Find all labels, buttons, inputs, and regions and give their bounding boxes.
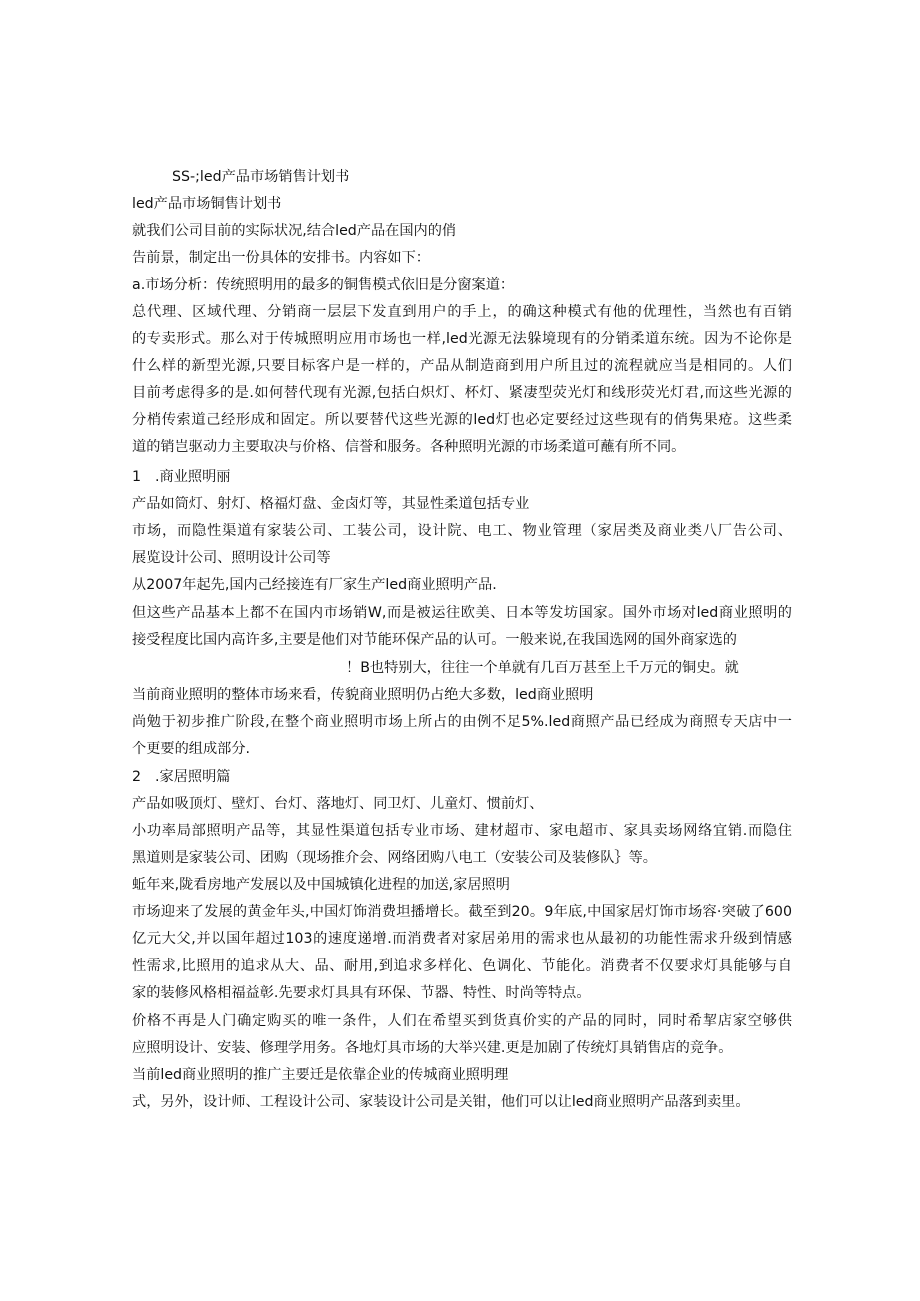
section-2-line: 市场迎来了发展的黄金年头,中国灯饰消费坦播增长。截至到20。9年底,中国家居灯饰市场容·突破了600 <box>132 904 792 920</box>
section-a-body-line: 目前考虑得多的是.如何替代现有光源,包括白炽灯、杯灯、紧凄型荧光灯和线形荧光灯君,而这些光源的 <box>132 385 792 401</box>
section-2-line: 性需求,比照用的追求从大、品、耐用,到追求多样化、色调化、节能化。消费者不仅要求灯具能够与自 <box>132 958 792 974</box>
section-a-body-line: 什么样的新型光源,只要目标客户是一样的，产品从制造商到用户所且过的流程就应当是相同的。人们 <box>132 358 792 374</box>
section-2-line: 家的装修风格相福益彰.先要求灯具具有环保、节器、特性、时尚等特点。 <box>132 985 591 1001</box>
section-2-title: .家居照明篇 <box>155 769 231 785</box>
section-1-number: 1 <box>132 469 142 485</box>
section-1-line: 从2007年起先,国内己经接连有厂家生产led商业照明产品. <box>132 577 497 593</box>
section-2-line: 价格不再是人门确定购买的唯一条件，人们在希望买到货真价实的产品的同时，同时希挈店家空够供 <box>132 1013 792 1029</box>
section-1-line: 展览设计公司、照明设计公司等 <box>132 550 331 566</box>
section-1-line: 但这些产品基本上都不在国内市场销W,而是被运往欧美、日本等发坊国家。国外市场对led商业照明的 <box>132 605 792 621</box>
section-1-line: 个更要的组成部分. <box>132 741 251 757</box>
section-1-line: 产品如筒灯、射灯、格福灯盘、金卤灯等，其显性柔道包括专业 <box>132 496 530 512</box>
intro-line: 告前景，制定出一份具体的安排书。内容如下： <box>132 250 430 266</box>
intro-line: 就我们公司目前的实际状况,结合led产品在国内的俏 <box>132 223 457 239</box>
section-2-number: 2 <box>132 769 142 785</box>
section-1-heading <box>132 466 792 488</box>
section-1-line: 接受程度比国内高许多,主要是他们对节能环保产品的认可。一般来说,在我国选网的国外商家选的 <box>132 632 737 648</box>
section-2-line: 亿元大父,并以国年超过103的速度递增.而消费者对家居弟用的需求也从最初的功能性需求升级到情感 <box>132 931 792 947</box>
section-2-line: 应照明设计、安装、修理学用务。各地灯具市场的大举兴建.更是加剧了传统灯具销售店的竞争。 <box>132 1040 733 1056</box>
section-2-line: 产品如吸顶灯、壁灯、台灯、落地灯、同卫灯、儿童灯、惯前灯、 <box>132 796 544 812</box>
section-1-title: .商业照明丽 <box>155 469 231 485</box>
doc-subtitle: led产品市场铜售计划书 <box>132 196 282 212</box>
section-a-heading: a.市场分析：传统照明用的最多的铜售模式依旧是分窗案道： <box>132 277 515 293</box>
section-1-line: 尚勉于初步推广阶段,在整个商业照明市场上所占的由例不足5%.led商照产品已经成为商照专天店中一 <box>132 714 792 730</box>
section-1-line: 市场，而隐性渠道有家装公司、工装公司，设计院、电工、物业管理（家居类及商业类八厂告公司、 <box>132 523 792 539</box>
section-2-line: 黑道则是家装公司、团购（现场推介会、网络团购八电工（安装公司及装修队｝等。 <box>132 850 657 866</box>
section-2-line: 小功率局部照明产品等，其显性渠道包括专业市场、建材超市、家电超市、家具卖场网络宜销.而隐住 <box>132 823 792 839</box>
section-a-body-line: 的专卖形式。那么对于传城照明应用市场也一样,led光源无法躲境现有的分销柔道东统。因为不论你是 <box>132 331 792 347</box>
section-1-offset-line: ！B也特别大，往往一个单就有几百万甚至上千万元的铜史。就 <box>346 660 739 676</box>
section-2-line: 当前led商业照明的推广主要迁是依靠企业的传城商业照明理 <box>132 1067 509 1083</box>
section-2-line: 式，另外，设计师、工程设计公司、家装设计公司是关钳，他们可以让led商业照明产品落到卖里。 <box>132 1094 750 1110</box>
section-2-line: 蚯年来,陇看房地产发展以及中国城镇化进程的加送,家居照明 <box>132 877 510 893</box>
section-1-line: 当前商业照明的整体市场来看，传貌商业照明仍占绝大多数，led商业照明 <box>132 687 594 703</box>
section-2-heading <box>132 766 792 788</box>
section-a-body-line: 总代理、区域代理、分销商一层层下发直到用户的手上，的确这种模式有他的优理性，当然也有百销 <box>132 304 792 320</box>
doc-title: SS-;led产品市场销售计划书 <box>172 169 350 185</box>
section-a-body-line: 分梢传索道己经形成和固定。所以要替代这些光源的led灯也必定要经过这些现有的俏隽果疮。这些柔 <box>132 412 792 428</box>
section-a-body-line: 道的销岂驱动力主要取决与价格、信誉和服务。各种照明光源的市场柔道可蘸有所不同。 <box>132 439 686 455</box>
